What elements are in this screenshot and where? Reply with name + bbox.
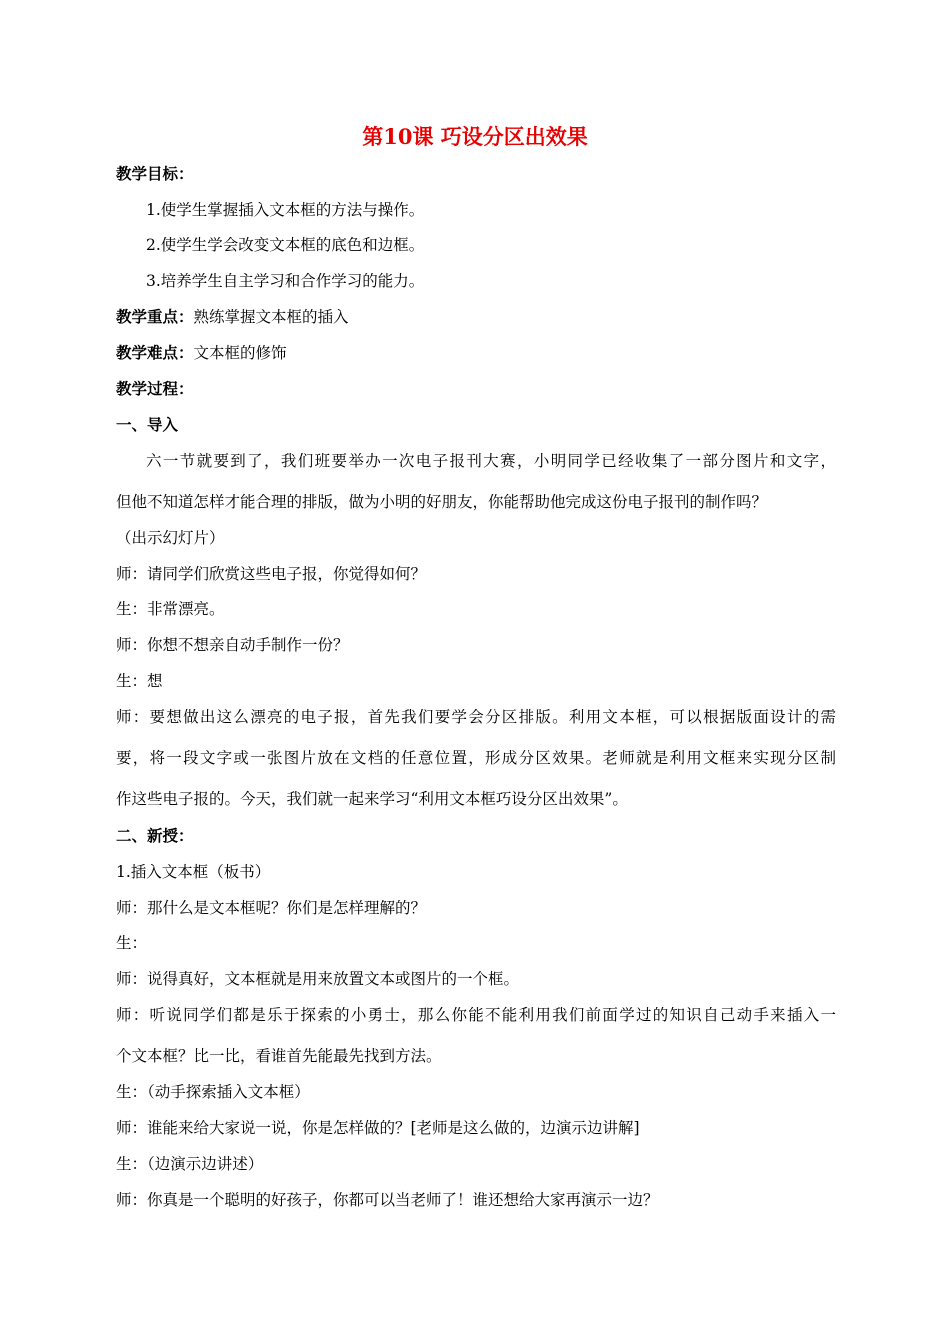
key-point-text: 熟练掌握文本框的插入	[193, 308, 349, 326]
section2-heading: 二、新授：	[116, 826, 194, 845]
paragraph-line: 师：要想做出这么漂亮的电子报，首先我们要学会分区排版。利用文本框，可以根据版面设计的需	[116, 708, 836, 726]
dialog-line: 师：你想不想亲自动手制作一份？	[116, 636, 349, 654]
dialog-line: 生：想	[116, 672, 163, 690]
objective-item: 3.培养学生自主学习和合作学习的能力。	[146, 272, 425, 290]
paragraph-line: 作这些电子报的。今天，我们就一起来学习“利用文本框巧设分区出效果”。	[116, 790, 628, 808]
difficulty-text: 文本框的修饰	[193, 344, 287, 362]
paragraph-line: 个文本框？比一比，看谁首先能最先找到方法。	[116, 1047, 442, 1065]
dialog-line: 师：说得真好，文本框就是用来放置文本或图片的一个框。	[116, 970, 520, 988]
slide-note: （出示幻灯片）	[116, 529, 225, 547]
intro-paragraph-line: 六一节就要到了，我们班要举办一次电子报刊大赛，小明同学已经收集了一部分图片和文字，	[146, 452, 836, 470]
dialog-line: 生：（边演示边讲述）	[116, 1155, 264, 1173]
key-point	[116, 306, 836, 328]
dialog-line: 生：（动手探索插入文本框）	[116, 1083, 310, 1101]
intro-paragraph-line: 但他不知道怎样才能合理的排版，做为小明的好朋友，你能帮助他完成这份电子报刊的制作吗？	[116, 493, 768, 511]
dialog-line: 师：那什么是文本框呢？你们是怎样理解的？	[116, 899, 427, 917]
section1-heading: 一、导入	[116, 415, 179, 434]
dialog-line: 师：请同学们欣赏这些电子报，你觉得如何？	[116, 565, 427, 583]
page-title: 第10课 巧设分区出效果	[362, 124, 588, 149]
process-heading: 教学过程：	[116, 379, 194, 398]
paragraph-line: 要，将一段文字或一张图片放在文档的任意位置，形成分区效果。老师就是利用文框来实现分区制	[116, 749, 836, 767]
dialog-line: 生：	[116, 934, 148, 952]
difficulty	[116, 342, 836, 364]
objectives-heading: 教学目标：	[116, 164, 194, 183]
subsection-heading: 1.插入文本框（板书）	[116, 863, 271, 881]
paragraph-line: 师：听说同学们都是乐于探索的小勇士，那么你能不能利用我们前面学过的知识自己动手来插入一	[116, 1006, 836, 1024]
dialog-line: 师：谁能来给大家说一说，你是怎样做的？[老师是这么做的，边演示边讲解]	[116, 1119, 640, 1137]
objective-item: 1.使学生掌握插入文本框的方法与操作。	[146, 201, 425, 219]
objective-item: 2.使学生学会改变文本框的底色和边框。	[146, 236, 425, 254]
dialog-line: 生：非常漂亮。	[116, 600, 225, 618]
dialog-line: 师：你真是一个聪明的好孩子，你都可以当老师了！谁还想给大家再演示一边？	[116, 1191, 659, 1209]
difficulty-label: 教学难点：	[116, 343, 194, 362]
key-point-label: 教学重点：	[116, 307, 194, 326]
